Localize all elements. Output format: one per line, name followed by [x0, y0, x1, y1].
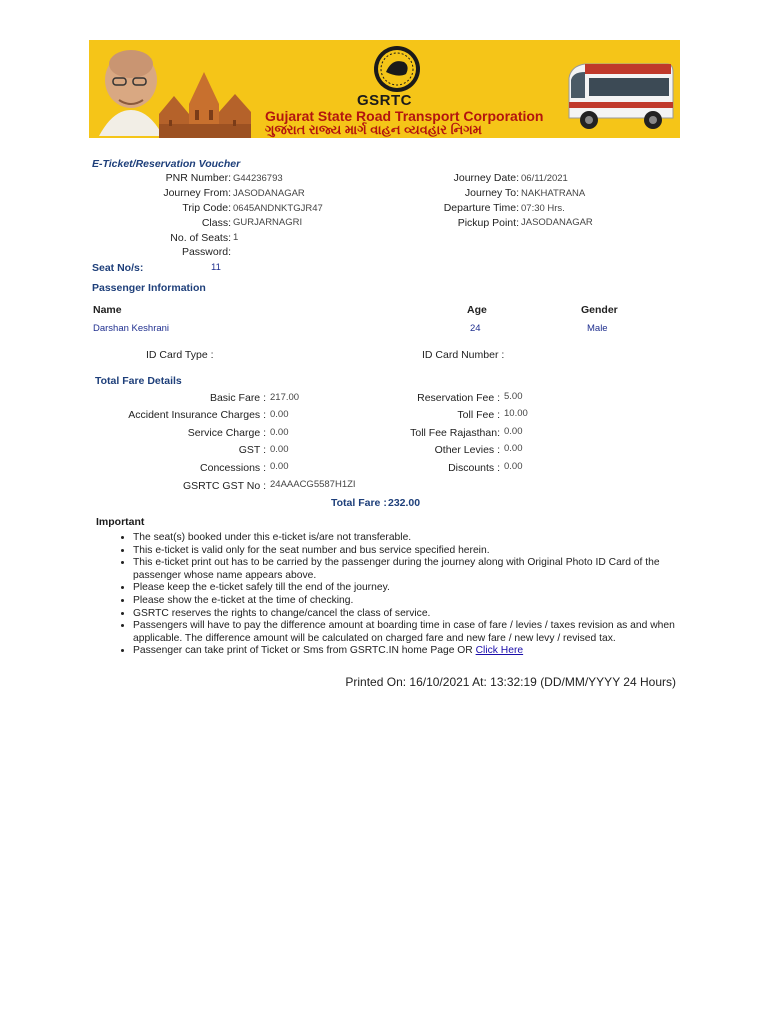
list-item: • This e-ticket is valid only for the seat number and bus service specified herein. — [133, 545, 693, 558]
banner-org-gujarati: ગુજરાત રાજ્ય માર્ગ વાહન વ્યવહાર નિગમ — [265, 122, 482, 137]
other-levies-value: 0.00 — [504, 443, 523, 454]
accident-insurance-value: 0.00 — [270, 409, 289, 420]
col-gender-header: Gender — [581, 304, 618, 316]
seats-value: 1 — [233, 232, 239, 243]
id-card-number-label: ID Card Number : — [422, 349, 505, 361]
id-card-type-label: ID Card Type : — [146, 349, 214, 361]
header-banner — [89, 40, 680, 138]
concessions-value: 0.00 — [270, 461, 289, 472]
toll-fee-rajasthan-value: 0.00 — [504, 426, 523, 437]
passenger-name: Darshan Keshrani — [93, 323, 170, 334]
password-label: Password: — [181, 246, 231, 258]
toll-fee-value: 10.00 — [504, 408, 528, 419]
basic-fare-value: 217.00 — [270, 392, 300, 403]
banner-org-full: Gujarat State Road Transport Corporation — [265, 108, 544, 124]
list-item: • This e-ticket print out has to be carried by the passenger during the journey along with Original Photo ID Card of the passenger whose name appears above. — [133, 557, 693, 582]
col-name-header: Name — [93, 304, 122, 316]
col-age-header: Age — [467, 304, 487, 316]
passenger-gender: Male — [587, 323, 608, 334]
total-fare-label: Total Fare : — [331, 497, 387, 509]
pickup-point-value: JASODANAGAR — [521, 217, 593, 228]
passenger-age: 24 — [470, 323, 481, 334]
passenger-info-title: Passenger Information — [92, 282, 206, 294]
concessions-label: Concessions : — [200, 462, 266, 474]
banner-org-short: GSRTC — [357, 92, 412, 109]
discounts-value: 0.00 — [504, 461, 523, 472]
printed-on: Printed On: 16/10/2021 At: 13:32:19 (DD/MM/YYYY 24 Hours) — [345, 675, 676, 689]
seat-no-label: Seat No/s: — [92, 262, 144, 274]
reservation-fee-label: Reservation Fee : — [417, 392, 500, 404]
seats-label: No. of Seats: — [170, 232, 231, 244]
pnr-value: G44236793 — [233, 173, 283, 184]
gst-label: GST : — [238, 444, 266, 456]
trip-code-value: 0645ANDNKTGJR47 — [233, 203, 323, 214]
print-instruction-text: Passenger can take print of Ticket or Sms from GSRTC.IN home Page OR — [133, 645, 476, 657]
list-item: • Passengers will have to pay the difference amount at boarding time in case of fare / levies / taxes revision as and when applicable. The difference amount will be calculated on charged fare and new fare / new levy / revised tax. — [133, 620, 693, 645]
journey-from-label: Journey From: — [163, 187, 231, 199]
service-charge-label: Service Charge : — [187, 427, 266, 439]
toll-fee-label: Toll Fee : — [457, 409, 500, 421]
gst-no-value: 24AAACG5587H1ZI — [270, 479, 356, 490]
list-item: • Please show the e-ticket at the time of checking. — [133, 595, 693, 608]
journey-to-value: NAKHATRANA — [521, 188, 586, 199]
basic-fare-label: Basic Fare : — [209, 392, 266, 404]
fare-details-title: Total Fare Details — [95, 375, 182, 387]
list-item: • GSRTC reserves the rights to change/cancel the class of service. — [133, 608, 693, 621]
journey-from-value: JASODANAGAR — [233, 188, 305, 199]
list-item: • Please keep the e-ticket safely till the end of the journey. — [133, 582, 693, 595]
important-list — [115, 532, 693, 658]
journey-date-label: Journey Date: — [453, 172, 519, 184]
list-item — [133, 645, 693, 658]
journey-to-label: Journey To: — [464, 187, 519, 199]
service-charge-value: 0.00 — [270, 427, 289, 438]
important-title: Important — [96, 516, 145, 528]
gst-no-label: GSRTC GST No : — [182, 480, 266, 492]
journey-date-value: 06/11/2021 — [521, 173, 568, 184]
click-here-link[interactable]: Click Here — [475, 645, 524, 657]
class-value: GURJARNAGRI — [233, 217, 303, 228]
departure-time-value: 07:30 Hrs. — [521, 203, 565, 214]
other-levies-label: Other Levies : — [434, 444, 500, 456]
departure-time-label: Departure Time: — [443, 202, 519, 214]
toll-fee-rajasthan-label: Toll Fee Rajasthan: — [410, 427, 500, 439]
list-item: • The seat(s) booked under this e-ticket is/are not transferable. — [133, 532, 693, 545]
pnr-label: PNR Number: — [165, 172, 231, 184]
bus-image — [563, 58, 675, 134]
discounts-label: Discounts : — [448, 462, 500, 474]
voucher-title: E-Ticket/Reservation Voucher — [92, 158, 241, 170]
gst-value: 0.00 — [270, 444, 289, 455]
seat-no-value: 11 — [211, 262, 221, 273]
class-label: Class: — [201, 217, 231, 229]
trip-code-label: Trip Code: — [182, 202, 231, 214]
total-fare-value: 232.00 — [388, 497, 421, 509]
pickup-point-label: Pickup Point: — [457, 217, 519, 229]
accident-insurance-label: Accident Insurance Charges : — [128, 409, 266, 421]
reservation-fee-value: 5.00 — [504, 391, 523, 402]
gsrtc-emblem-logo — [372, 44, 422, 94]
